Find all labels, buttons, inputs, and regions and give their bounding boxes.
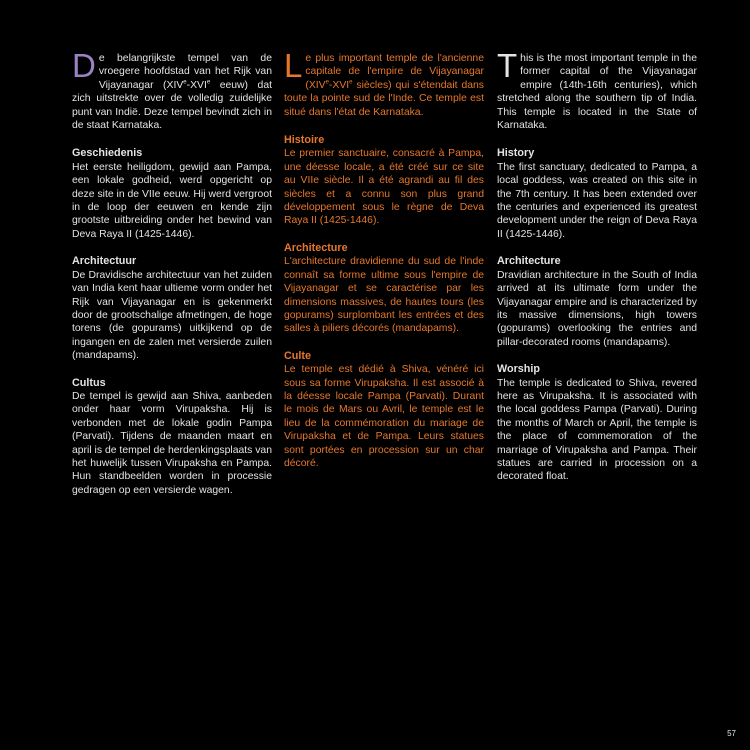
section-body: Le temple est dédié à Shiva, vénéré ici sous sa forme Virupaksha. Il est associé à la déesse locale Pampa (Parvati). Durant le mois de Mars ou Avril, le temple est le lieu de la commémoration du mariage de Virupaksha et de Pampa. Leurs statues sont portées en procession sur un char décoré.: [284, 364, 484, 469]
drop-cap: D: [72, 47, 96, 84]
intro-paragraph: [497, 47, 697, 132]
section-body: L'architecture dravidienne du sud de l'inde connaît sa forme ultime sous l'empire de Vijayanagar et se caractérise par les dimensions massives, de hautes tours (les gopurams) surplombant les entrées et des salles à piliers décorés (mandapams).: [284, 256, 484, 335]
column-english: [497, 47, 697, 498]
intro-text: e belangrijkste tempel van de vroegere hoofdstad van het Rijk van Vijayanagar (XIV: [98, 53, 272, 91]
intro-paragraph: [284, 47, 484, 119]
section-heading: Histoire: [284, 134, 325, 147]
intro-text: e plus important temple de l'ancienne capitale de l'empire de Vijayanagar (XIV: [305, 53, 484, 91]
section-history: [497, 147, 697, 241]
section-heading: Architectuur: [72, 255, 137, 268]
section-body: The temple is dedicated to Shiva, revered here as Virupaksha. It is associated with the local goddess Pampa (Parvati). During the months of March or April, the temple is the place of commemoration of the marriage of Virupaksha and Pampa. Their statues are carried in procession on a decorated float.: [497, 377, 697, 483]
column-french: [284, 47, 484, 484]
section-body: Dravidian architecture in the South of India arrived at its ultimate form under the Vijayanagar empire and is characterized by its massive dimensions, high towers (gopurams) overlooking the entries and pillar-decorated rooms (mandapams).: [497, 269, 697, 348]
section-heading: Architecture: [284, 241, 348, 254]
page-number: 57: [727, 729, 736, 738]
intro-text: eeuw) dat zich uitstrekte over de volledig zuidelijke punt van Indië. Deze tempel bevindt zich in de staat Karnataka.: [72, 79, 272, 132]
column-dutch: [72, 47, 272, 511]
section-heading: Geschiedenis: [72, 147, 143, 160]
section-worship: [72, 377, 272, 498]
superscript: e: [325, 79, 329, 86]
section-body: Het eerste heiligdom, gewijd aan Pampa, een lokale godheid, werd opgericht op deze site in de VIIe eeuw. Hij werd vergroot in de loop der eeuwen en kende zijn grootste uitbreiding onder het bewind van Deva Raya II (1425-1446).: [72, 161, 272, 240]
intro-paragraph: [72, 47, 272, 132]
section-heading: Architecture: [497, 255, 561, 268]
section-body: De Dravidische architectuur van het zuiden van India kent haar ultieme vorm onder het Rijk van Vijayanagar en is gekenmerkt door de grootschalige afmetingen, de hoge torens (de gopurams) uitkijkend op de ingangen en de zalen met versierde zuilen (mandapams).: [72, 269, 272, 362]
section-history: [72, 147, 272, 241]
drop-cap: T: [497, 47, 518, 84]
section-history: [284, 134, 484, 228]
section-architecture: [72, 255, 272, 362]
section-body: The first sanctuary, dedicated to Pampa, a local goddess, was created on this site in the 7th century. It has been extended over the centuries and experienced its greatest development under the reign of Deva Raya II (1425-1446).: [497, 161, 697, 240]
intro-text: siècles) qui s'étendait dans toute la pointe sud de l'Inde. Ce temple est situé dans l'état de Karnataka.: [284, 79, 484, 118]
section-body: De tempel is gewijd aan Shiva, aanbeden onder haar vorm Virupaksha. Hij is verbonden met de lokale godin Pampa (Parvati). Tijdens de maanden maart en april is de tempel de herdenkingsplaats van het huwelijk tussen Virupaksha en Pampa. Hun standbeelden worden in processie gedragen op een versierde wagen.: [72, 390, 272, 496]
intro-text: -XVI: [328, 79, 350, 91]
section-worship: [284, 350, 484, 471]
section-architecture: [284, 242, 484, 336]
intro-text: his is the most important temple in the former capital of the Vijayanagar empire (14th-16th centuries), which stretched along the southern tip of India. This temple is located in the State of Karnataka.: [497, 53, 697, 132]
section-architecture: [497, 255, 697, 349]
section-worship: [497, 363, 697, 484]
section-body: Le premier sanctuaire, consacré à Pampa, une déesse locale, a été créé sur ce site au VIIe siècle. Il a été agrandi au fil des siècles et a connu son plus grand développement sous le règne de Deva Raya II (1425-1446).: [284, 148, 484, 227]
section-heading: Culte: [284, 349, 311, 362]
superscript: e: [183, 79, 187, 86]
superscript: e: [206, 79, 211, 86]
section-heading: Worship: [497, 363, 540, 376]
section-heading: Cultus: [72, 376, 106, 389]
intro-text: -XVI: [186, 79, 207, 91]
drop-cap: L: [284, 47, 303, 84]
superscript: e: [349, 79, 353, 86]
section-heading: History: [497, 147, 535, 160]
